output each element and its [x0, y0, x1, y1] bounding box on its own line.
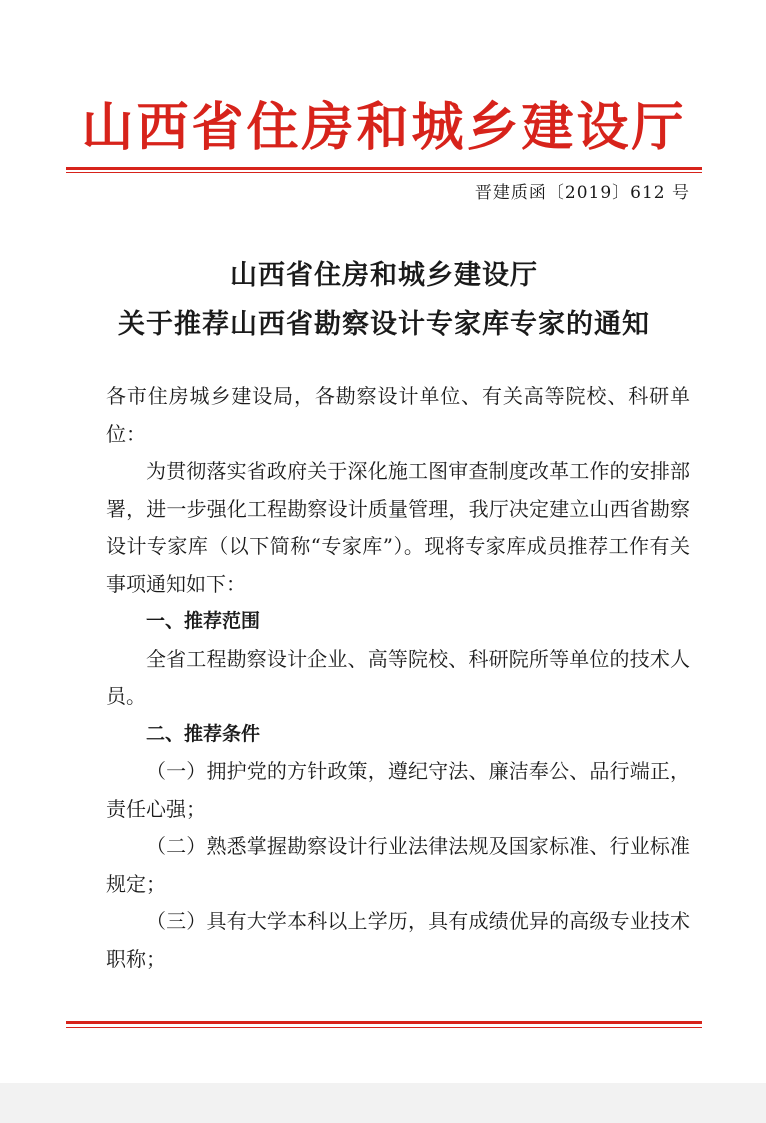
condition-item: （二）熟悉掌握勘察设计行业法律法规及国家标准、行业标准规定；	[106, 834, 690, 896]
letterhead-rule-thin	[66, 172, 702, 173]
condition-item: （一）拥护党的方针政策，遵纪守法、廉洁奉公、品行端正，责任心强；	[106, 759, 690, 821]
letterhead-title: 山西省住房和城乡建设厅	[81, 97, 687, 158]
document-number: 晋建质函〔2019〕612 号	[474, 183, 690, 203]
letterhead-rule-thick	[66, 167, 702, 170]
section-heading-conditions: 二、推荐条件	[146, 722, 261, 745]
footer-rule-thick	[66, 1021, 702, 1024]
footer-rule-thin	[66, 1027, 702, 1028]
document-title-line-2: 关于推荐山西省勘察设计专家库专家的通知	[118, 309, 650, 340]
page-bottom-margin	[0, 1083, 766, 1123]
intro-paragraph: 为贯彻落实省政府关于深化施工图审查制度改革工作的安排部署，进一步强化工程勘察设计质量管理，我厅决定建立山西省勘察设计专家库（以下简称“专家库”）。现将专家库成员推荐工作有关事项通知如下：	[106, 459, 690, 596]
condition-item: （三）具有大学本科以上学历，具有成绩优异的高级专业技术职称；	[106, 909, 690, 971]
document-title-line-1: 山西省住房和城乡建设厅	[230, 260, 538, 291]
scope-paragraph: 全省工程勘察设计企业、高等院校、科研院所等单位的技术人员。	[106, 646, 690, 708]
recipients-paragraph: 各市住房城乡建设局，各勘察设计单位、有关高等院校、科研单位：	[106, 384, 690, 446]
section-heading-scope: 一、推荐范围	[146, 610, 261, 632]
document-body	[106, 378, 690, 978]
